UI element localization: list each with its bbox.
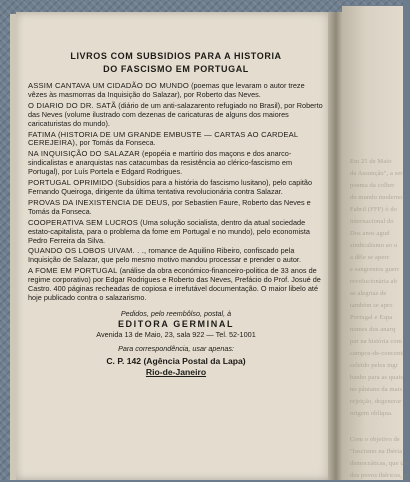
bleed-line: Fabril (FFF) ó do bbox=[350, 206, 398, 213]
book-title: ASSIM CANTAVA UM CIDADÃO DO MUNDO bbox=[28, 81, 190, 90]
bleed-line: da Assunção", a ser bbox=[350, 170, 403, 177]
book-entry bbox=[28, 219, 324, 246]
bleed-line: nomes dos anarq bbox=[350, 326, 396, 333]
book-entry bbox=[28, 247, 324, 265]
book-list bbox=[28, 82, 324, 303]
book-description: (diário de um anti-salazarento refugiado no Brasil), por Roberto das Neves (volume ilustrado com dezenas de caricaturas de alguns dos maiores caricaturistas do mundo). bbox=[28, 100, 323, 128]
book-description: (Subsídios para a história do fascismo lusitano), pelo capitão Fernando Queiroga, dirigente da última tentativa revolucionária contra Salazar. bbox=[28, 178, 313, 196]
bleed-line: Em 25 de Maio bbox=[350, 158, 392, 165]
title-line-2: DO FASCISMO EM PORTUGAL bbox=[103, 64, 249, 74]
book-title: QUANDO OS LOBOS UIVAM. . ., bbox=[28, 246, 147, 256]
bleed-line: a dêle se aperc bbox=[350, 254, 390, 261]
city: Rio-de-Janeiro bbox=[145, 366, 207, 377]
bleed-line: origem oblíqua. bbox=[350, 410, 393, 417]
book-title: NA INQUISIÇÃO DO SALAZAR bbox=[28, 149, 140, 159]
book-title: FATIMA (HISTORIA DE UM GRANDE EMBUSTE — CARTAS AO CARDEAL CEREJEIRA), bbox=[28, 129, 299, 148]
bleed-line: Com o objetivo de bbox=[350, 436, 400, 443]
book-title: O DIARIO DO DR. SATÃ bbox=[28, 100, 117, 110]
bleed-line: democráticas, que tam bbox=[350, 460, 410, 467]
book-description: (Uma solução socialista, dentro da atual sociedade estato-capitalista, para o problema da fome em Portugal e no mundo), pelo economista Pedro Ferreira da Silva. bbox=[28, 217, 310, 245]
bleed-line: dos povos ibéricos, es bbox=[350, 472, 410, 479]
title-line-1: LIVROS COM SUBSIDIOS PARA A HISTORIA bbox=[70, 51, 282, 61]
book-description: por Tomás da Fonseca. bbox=[79, 138, 156, 148]
book-title: A FOME EM PORTUGAL bbox=[28, 266, 118, 276]
bleed-line: internacional do bbox=[350, 218, 394, 225]
book-description: por Sebastien Faure, Roberto das Neves e Tomás da Fonseca. bbox=[28, 197, 311, 216]
bleed-line: banho para as quais bbox=[350, 374, 403, 381]
po-box: C. P. 142 (Agência Postal da Lapa) bbox=[106, 355, 246, 366]
book-description: (epopéia e martírio dos maçons e dos anarco-sindicalistas e anarquistas nas catacumbas da resistência ao clérico-fascismo em Portugal), por Luís Portela e Edgard Rodrigues. bbox=[28, 149, 293, 177]
bleed-line: no pântano da mais bbox=[350, 386, 403, 393]
book-description: (análise da obra económico-financeiro-politica de 33 anos de regime corporativo) por Edgar Rodrigues e Roberto das Neves, Prefácio do Prof. Josué de Castro. 400 páginas recheadas de copiosa e irrefutável documentação. O maior libelo até hoje publicado contra o salazarismo. bbox=[28, 266, 321, 302]
correspondence-line: Para correspondência, usar apenas: bbox=[118, 343, 234, 353]
book-title: COOPERATIVA SEM LUCROS bbox=[28, 217, 139, 227]
publisher-address: Avenida 13 de Maio, 23, sala 922 — Tel. 52-1001 bbox=[96, 329, 256, 339]
book-title: PROVAS DA INEXISTENCIA DE DEUS, bbox=[28, 197, 170, 207]
book-entry bbox=[28, 179, 324, 197]
left-page-content bbox=[28, 50, 324, 378]
right-page-bleed-text bbox=[350, 156, 410, 482]
book-entry bbox=[28, 102, 324, 129]
page-title bbox=[28, 50, 324, 76]
book-description: (poemas que levaram o autor treze vêzes às masmorras da Inquisição do Salazar), por Roberto das Neves. bbox=[28, 81, 305, 99]
bleed-line: Portugal e Espa bbox=[350, 314, 393, 321]
bleed-line: do mundo moderno bbox=[350, 194, 403, 201]
book-entry bbox=[28, 82, 324, 100]
bleed-line: Dos anos agud bbox=[350, 230, 390, 237]
bleed-line: também se apro bbox=[350, 302, 393, 309]
book-title: PORTUGAL OPRIMIDO bbox=[28, 178, 114, 188]
book-entry bbox=[28, 150, 324, 177]
book-entry bbox=[28, 131, 324, 149]
bleed-line: sindicalismo ao u bbox=[350, 242, 398, 249]
bleed-line: e sangrentos guerr bbox=[350, 266, 400, 273]
publisher-name: EDITORA GERMINAL bbox=[117, 318, 235, 329]
bleed-line: par na história com bbox=[350, 338, 402, 345]
bleed-line: campos-de-concentr bbox=[350, 350, 405, 357]
book-entry bbox=[28, 199, 324, 217]
bleed-line: poema da colher bbox=[350, 182, 395, 189]
bleed-line: revolucionária ab bbox=[350, 278, 397, 285]
bleed-line: celeido pelos ingr bbox=[350, 362, 399, 369]
right-page bbox=[342, 6, 410, 480]
orders-line: Pedidos, pelo reembôlso, postal, à bbox=[120, 308, 232, 318]
ordering-info bbox=[28, 309, 324, 378]
bleed-line: "fascismo na Ibéria bbox=[350, 448, 403, 455]
bleed-line: as alegrias de bbox=[350, 290, 387, 297]
book-entry bbox=[28, 267, 324, 303]
bleed-line: rejeição, degenerar bbox=[350, 398, 402, 405]
book-description: romance de Aquilino Ribeiro, confiscado pela Inquisição de Salazar, que pelo mesmo motivo mandou processar e prender o autor. bbox=[28, 246, 301, 265]
